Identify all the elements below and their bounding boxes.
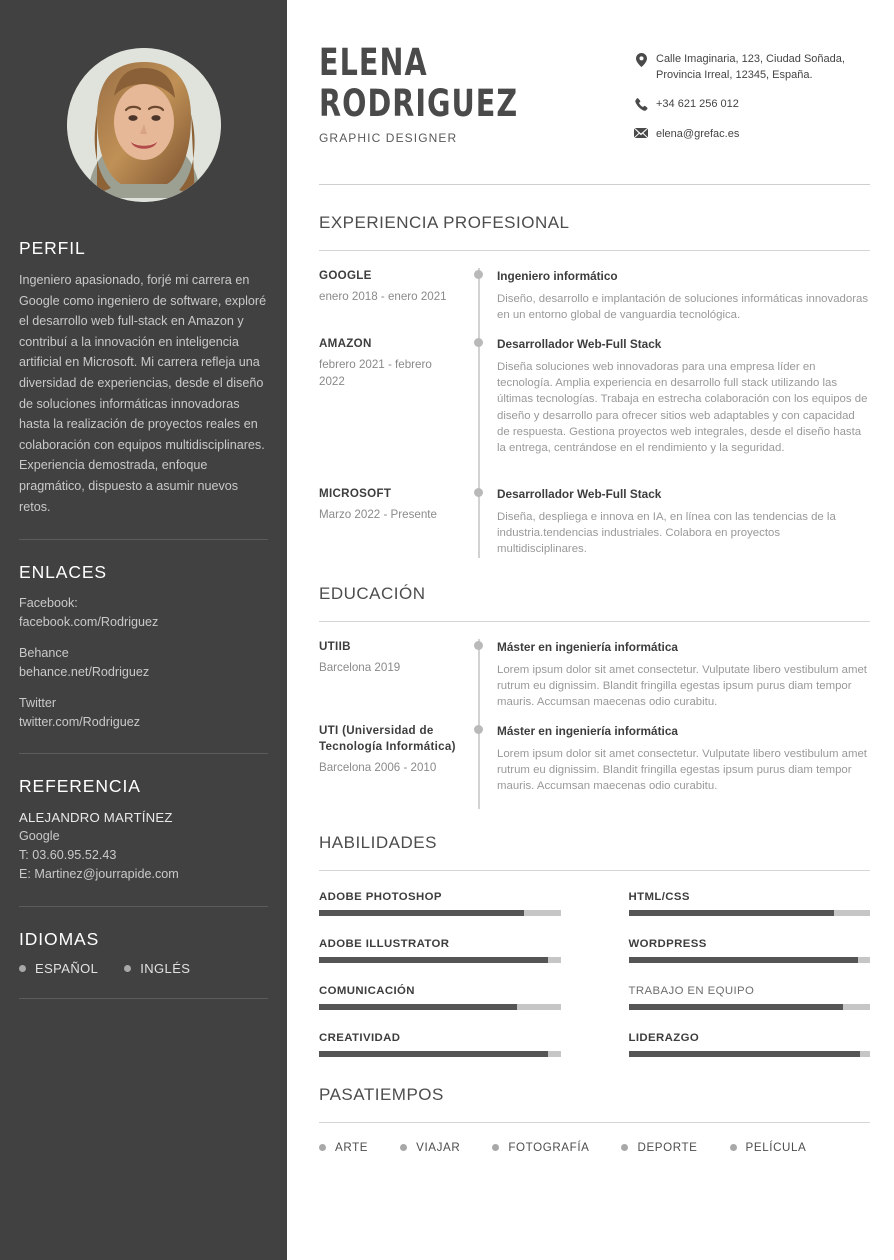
skill-item <box>629 938 871 963</box>
skill-label: COMUNICACIÓN <box>319 985 415 997</box>
bullet-dot-icon <box>492 1144 499 1151</box>
education-entry <box>319 639 870 723</box>
skills-grid <box>319 891 870 1057</box>
job-role: GRAPHIC DESIGNER <box>319 131 458 145</box>
skill-item <box>319 938 561 963</box>
education-entry <box>319 723 870 809</box>
bullet-dot-icon <box>730 1144 737 1151</box>
entry-left <box>319 336 467 486</box>
skill-bar-fill <box>629 1051 861 1057</box>
sidebar-heading-links: ENLACES <box>19 562 107 583</box>
timeline-rail <box>467 268 493 336</box>
section-divider-hobbies <box>319 1122 870 1123</box>
entry-right <box>493 336 870 486</box>
sidebar-heading-languages: IDIOMAS <box>19 929 100 950</box>
skill-label: LIDERAZGO <box>628 1032 700 1044</box>
skill-label: WORDPRESS <box>628 938 707 950</box>
section-divider-education <box>319 621 870 622</box>
entry-org: MICROSOFT <box>319 487 392 500</box>
skill-bar-track <box>319 1051 561 1057</box>
header-divider <box>319 184 870 185</box>
skill-bar-track <box>629 1004 871 1010</box>
sidebar-divider-4 <box>19 998 268 999</box>
contact-email-text: elena@grefac.es <box>656 127 740 140</box>
entry-right <box>493 639 870 723</box>
avatar-container <box>19 0 268 238</box>
timeline-dot-icon <box>474 270 483 279</box>
bullet-dot-icon <box>19 965 26 972</box>
entry-org: GOOGLE <box>319 269 372 282</box>
timeline-line <box>478 723 480 809</box>
entry-meta: Barcelona 2019 <box>319 661 401 674</box>
section-hobbies <box>319 1085 870 1154</box>
entry-title: Ingeniero informático <box>497 269 618 283</box>
skill-bar-fill <box>629 910 834 916</box>
section-title-hobbies: PASATIEMPOS <box>319 1085 444 1104</box>
timeline-dot-icon <box>474 641 483 650</box>
sidebar-divider-3 <box>19 906 268 907</box>
entry-title: Desarrollador Web-Full Stack <box>497 487 662 501</box>
skill-bar-fill <box>629 1004 844 1010</box>
phone-icon <box>630 97 652 111</box>
entry-meta: Barcelona 2006 - 2010 <box>319 761 437 774</box>
sidebar <box>0 0 287 1260</box>
skill-bar-track <box>319 910 561 916</box>
skill-label: HTML/CSS <box>628 891 690 903</box>
timeline-dot-icon <box>474 488 483 497</box>
sidebar-heading-profile: PERFIL <box>19 238 86 258</box>
link-label: Behance <box>19 646 69 661</box>
entry-right <box>493 723 870 809</box>
link-item[interactable] <box>19 594 268 631</box>
hobby-item <box>400 1141 460 1154</box>
entry-title: Máster en ingeniería informática <box>497 724 678 738</box>
timeline-rail <box>467 639 493 723</box>
skill-bar-track <box>629 910 871 916</box>
skill-label: CREATIVIDAD <box>319 1032 401 1044</box>
hobby-item <box>621 1141 697 1154</box>
resume-header <box>319 0 870 156</box>
bullet-dot-icon <box>400 1144 407 1151</box>
hobby-label: PELÍCULA <box>745 1141 807 1154</box>
bullet-dot-icon <box>319 1144 326 1151</box>
reference-name: ALEJANDRO MARTÍNEZ <box>19 810 173 826</box>
link-item[interactable] <box>19 644 268 681</box>
entry-description: Diseña soluciones web innovadoras para una empresa líder en tecnología. Amplia experiencia en desarrollo full stack utilizando las últimas tecnologías. Trabaja en estrecha colaboración con los equipos de diseño y desarrollo para ofrecer sitios web adaptables y con capacidad de respuesta. Gestiona proyectos web integrales, desde el diseño hasta la entrega, centrándose en el rendimiento y la seguridad. <box>497 361 868 455</box>
hobbies-list <box>319 1141 870 1154</box>
language-label: ESPAÑOL <box>35 961 99 977</box>
entry-left <box>319 639 467 723</box>
contact-address <box>630 52 870 83</box>
skill-item <box>629 1032 871 1057</box>
timeline-rail <box>467 486 493 558</box>
language-label: INGLÉS <box>140 961 191 977</box>
reference-phone: T: 03.60.95.52.43 <box>19 848 117 863</box>
hobby-item <box>492 1141 589 1154</box>
entry-description: Lorem ipsum dolor sit amet consectetur. Vulputate libero vestibulum amet rutrum eu dignissim. Blandit fringilla egestas ipsum purus diam tempor mauris. Accumsan maecenas odio curabitu. <box>497 664 867 709</box>
skill-bar-fill <box>319 1004 517 1010</box>
timeline-line <box>478 336 480 486</box>
contact-phone <box>630 97 870 113</box>
contact-phone-text: +34 621 256 012 <box>656 98 739 110</box>
skill-item <box>629 985 871 1010</box>
language-item <box>124 961 190 976</box>
sidebar-heading-reference: REFERENCIA <box>19 776 141 797</box>
skill-label: ADOBE PHOTOSHOP <box>319 891 442 903</box>
skill-item <box>319 1032 561 1057</box>
experience-timeline <box>319 268 870 558</box>
experience-entry <box>319 336 870 486</box>
sidebar-divider-2 <box>19 753 268 754</box>
link-item[interactable] <box>19 694 268 731</box>
section-divider-skills <box>319 870 870 871</box>
section-education <box>319 584 870 809</box>
entry-right <box>493 486 870 558</box>
hobby-label: VIAJAR <box>416 1141 461 1154</box>
skill-bar-fill <box>629 957 858 963</box>
entry-left <box>319 723 467 809</box>
hobby-item <box>319 1141 368 1154</box>
languages-list <box>19 961 268 976</box>
skills-column-right <box>629 891 871 1057</box>
envelope-icon <box>630 127 652 138</box>
entry-left <box>319 268 467 336</box>
skill-item <box>319 891 561 916</box>
entry-left <box>319 486 467 558</box>
entry-org: AMAZON <box>319 337 372 350</box>
entry-meta: Marzo 2022 - Presente <box>319 508 437 521</box>
last-name: RODRIGUEZ <box>319 82 519 125</box>
entry-description: Diseña, despliega e innova en IA, en línea con las tendencias de la industria.tendencias industriales. Colabora en proyectos multidisciplinares. <box>497 511 836 556</box>
timeline-line <box>478 639 480 723</box>
education-timeline <box>319 639 870 809</box>
skill-item <box>629 891 871 916</box>
timeline-rail <box>467 336 493 486</box>
location-pin-icon <box>630 52 652 67</box>
hobby-item <box>730 1141 807 1154</box>
name-block <box>319 42 630 156</box>
entry-title: Desarrollador Web-Full Stack <box>497 337 662 351</box>
skill-bar-track <box>319 957 561 963</box>
section-divider-experience <box>319 250 870 251</box>
main-content <box>287 0 894 1260</box>
entry-meta: enero 2018 - enero 2021 <box>319 290 447 303</box>
contact-address-text: Calle Imaginaria, 123, Ciudad Soñada, Provincia Irreal, 12345, España. <box>656 53 845 81</box>
experience-entry <box>319 486 870 558</box>
link-url: twitter.com/Rodriguez <box>19 714 141 729</box>
avatar <box>67 48 221 202</box>
entry-right <box>493 268 870 336</box>
section-title-education: EDUCACIÓN <box>319 584 426 603</box>
contact-email <box>630 127 870 143</box>
experience-entry <box>319 268 870 336</box>
hobby-label: ARTE <box>335 1141 369 1154</box>
timeline-rail <box>467 723 493 809</box>
sidebar-divider-1 <box>19 539 268 540</box>
skills-column-left <box>319 891 561 1057</box>
timeline-dot-icon <box>474 725 483 734</box>
entry-description: Lorem ipsum dolor sit amet consectetur. Vulputate libero vestibulum amet rutrum eu dignissim. Blandit fringilla egestas ipsum purus diam tempor mauris. Accumsan maecenas odio curabitu. <box>497 748 867 793</box>
section-skills <box>319 833 870 1057</box>
skill-label: ADOBE ILLUSTRATOR <box>319 938 450 950</box>
section-title-skills: HABILIDADES <box>319 833 437 852</box>
portrait-photo-icon <box>67 48 221 202</box>
first-name: ELENA <box>319 41 428 84</box>
link-url: facebook.com/Rodriguez <box>19 614 159 629</box>
timeline-dot-icon <box>474 338 483 347</box>
section-experience <box>319 213 870 558</box>
section-title-experience: EXPERIENCIA PROFESIONAL <box>319 213 570 232</box>
language-item <box>19 961 98 976</box>
skill-bar-track <box>629 1051 871 1057</box>
skill-bar-fill <box>319 957 548 963</box>
reference-email: E: Martinez@jourrapide.com <box>19 867 179 882</box>
reference-company: Google <box>19 829 60 844</box>
skill-label: TRABAJO EN EQUIPO <box>628 985 755 997</box>
skill-bar-track <box>319 1004 561 1010</box>
hobby-label: FOTOGRAFÍA <box>508 1141 590 1154</box>
contact-list <box>630 42 870 156</box>
skill-bar-fill <box>319 1051 548 1057</box>
entry-meta: febrero 2021 - febrero 2022 <box>319 358 432 388</box>
skill-item <box>319 985 561 1010</box>
hobby-label: DEPORTE <box>637 1141 698 1154</box>
bullet-dot-icon <box>124 965 131 972</box>
entry-org: UTIIB <box>319 640 351 653</box>
profile-text: Ingeniero apasionado, forjé mi carrera en Google como ingeniero de software, exploré el desarrollo web full-stack en Amazon y contribuí a la innovación en inteligencia artificial en Microsoft. Mi carrera refleja una diversidad de experiencias, desde el diseño de soluciones informáticas innovadoras hasta la realización de proyectos reales en colaboración con equipos multidisciplinares. Experiencia demostrada, enfoque pragmático, dispuesto a asumir nuevos retos. <box>19 273 267 514</box>
link-label: Facebook: <box>19 596 78 611</box>
entry-title: Máster en ingeniería informática <box>497 640 678 654</box>
link-url: behance.net/Rodriguez <box>19 664 150 679</box>
skill-bar-track <box>629 957 871 963</box>
bullet-dot-icon <box>621 1144 628 1151</box>
skill-bar-fill <box>319 910 524 916</box>
entry-org: UTI (Universidad de Tecnología Informática) <box>319 724 456 753</box>
link-label: Twitter <box>19 696 57 711</box>
entry-description: Diseño, desarrollo e implantación de soluciones informáticas innovadoras en un entorno global de vanguardia tecnológica. <box>497 293 869 322</box>
